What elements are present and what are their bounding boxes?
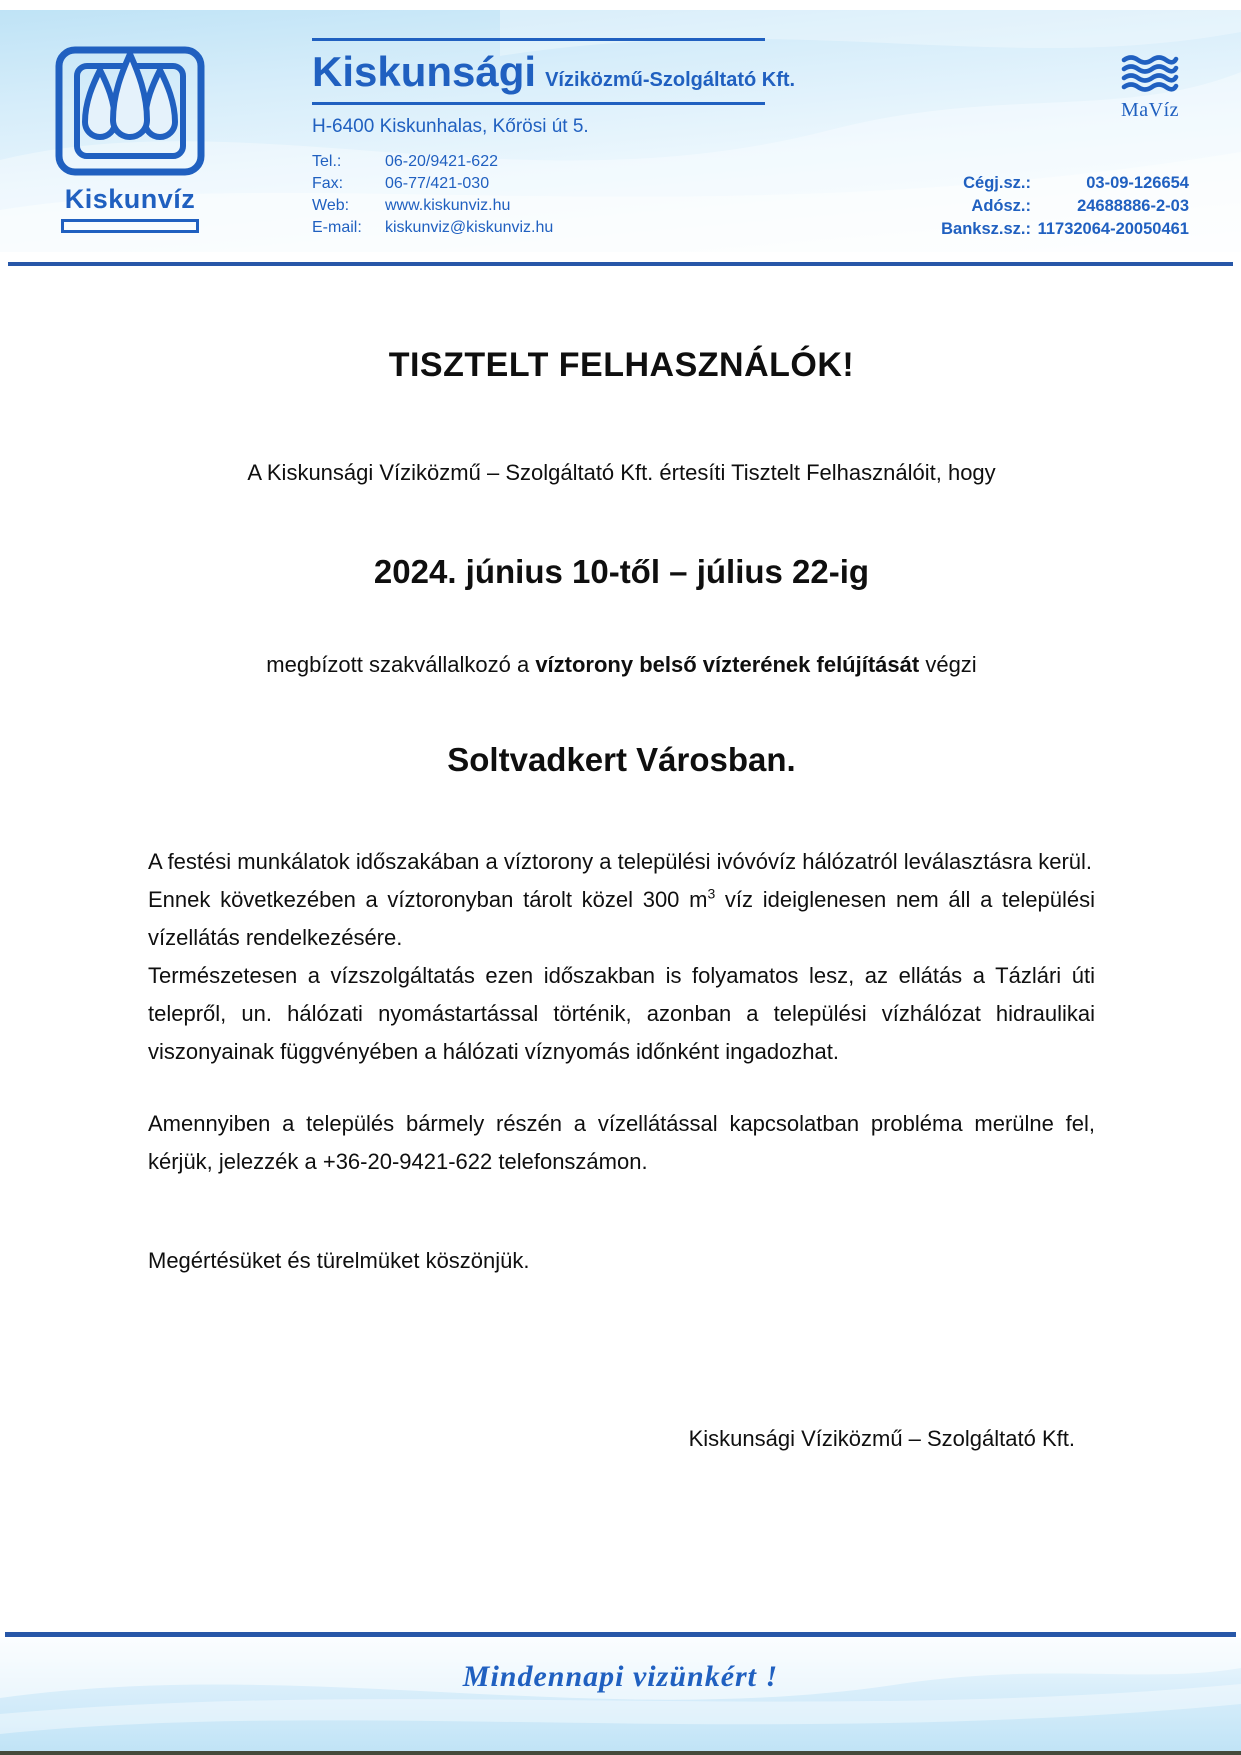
maviz-logo	[1116, 54, 1184, 122]
intro-line: A Kiskunsági Víziközmű – Szolgáltató Kft. értesíti Tisztelt Felhasználóit, hogy	[247, 460, 996, 485]
city-heading: Soltvadkert Városban.	[447, 741, 796, 778]
paragraph-water-volume-post: víz ideiglenesen nem áll a települési vízellátás rendelkezésére.	[148, 887, 1095, 950]
company-title-block	[312, 38, 796, 239]
registration-row-bank-number	[941, 218, 1189, 241]
maviz-logo-text: MaVíz	[1120, 99, 1180, 121]
registration-block	[941, 172, 1189, 241]
registration-label: Banksz.sz.:	[941, 220, 1031, 238]
kiskunviz-logo-text: Kiskunvíz	[64, 184, 196, 214]
title-rule-top	[312, 38, 765, 41]
company-name	[312, 48, 796, 96]
contact-value-fax: 06-77/421-030	[385, 175, 490, 192]
contact-label: E-mail:	[312, 219, 362, 236]
registration-label: Adósz.:	[971, 197, 1031, 215]
contact-label: Tel.:	[312, 153, 342, 170]
title-rule-bottom	[312, 102, 765, 105]
letter-title: TISZTELT FELHASZNÁLÓK!	[388, 346, 855, 384]
contact-row-fax	[312, 173, 772, 195]
footer-band	[0, 1638, 1241, 1755]
paragraph-painting-works: A festési munkálatok időszakában a víztorony a települési ivóvóvíz hálózatról leválasztásra kerül.	[148, 849, 1093, 874]
kiskunviz-logo	[55, 46, 205, 233]
water-drops-icon	[55, 46, 205, 176]
paragraph-thanks: Megértésüket és türelmüket köszönjük.	[148, 1248, 530, 1273]
paragraph-problem-report: Amennyiben a település bármely részén a vízellátással kapcsolatban probléma merülne fel, kérjük, jelezzék a +36-20-9421-622 telefonszámon.	[148, 1111, 1095, 1174]
registration-value: 24688886-2-03	[1077, 197, 1189, 215]
kiskunviz-logo-bar	[61, 219, 199, 233]
contractor-line-bold: víztorony belső vízterének felújítását	[535, 652, 920, 677]
paragraph-water-volume	[148, 881, 1095, 957]
contractor-line-post: végzi	[919, 652, 977, 677]
letter-body	[0, 266, 1241, 1458]
contractor-line	[148, 650, 1095, 680]
signature-line: Kiskunsági Víziközmű – Szolgáltató Kft.	[688, 1426, 1075, 1451]
footer	[0, 1632, 1241, 1755]
contact-value-website: www.kiskunviz.hu	[385, 197, 511, 214]
letterhead-band	[0, 10, 1241, 252]
registration-row-company-number	[941, 172, 1189, 195]
contact-row-tel	[312, 151, 772, 173]
company-name-suffix: Víziközmű-Szolgáltató Kft.	[545, 69, 796, 91]
contact-list	[312, 151, 772, 239]
contact-value-email: kiskunviz@kiskunviz.hu	[385, 219, 554, 236]
footer-wave-decoration	[0, 1638, 1241, 1755]
registration-row-tax-number	[941, 195, 1189, 218]
cubic-meter-superscript: 3	[707, 885, 716, 902]
company-address: H-6400 Kiskunhalas, Kőrösi út 5.	[312, 116, 589, 137]
paragraph-water-volume-pre: Ennek következében a víztoronyban tárolt közel 300 m	[148, 887, 708, 912]
maviz-waves-icon	[1119, 54, 1181, 96]
footer-divider-line	[5, 1632, 1236, 1637]
footer-slogan: Mindennapi vizünkért !	[462, 1660, 779, 1693]
contact-row-web	[312, 195, 772, 217]
contractor-line-pre: megbízott szakvállalkozó a	[266, 652, 536, 677]
registration-value: 03-09-126654	[1086, 174, 1189, 192]
registration-value: 11732064-20050461	[1037, 220, 1189, 238]
date-range-heading: 2024. június 10-től – július 22-ig	[373, 553, 870, 590]
page-bottom-edge	[0, 1751, 1241, 1755]
registration-label: Cégj.sz.:	[963, 174, 1031, 192]
contact-value-phone: 06-20/9421-622	[385, 153, 498, 170]
company-name-main: Kiskunsági	[312, 48, 537, 95]
contact-label: Web:	[312, 197, 350, 214]
contact-label: Fax:	[312, 175, 344, 192]
paragraph-service-continuity: Természetesen a vízszolgáltatás ezen időszakban is folyamatos lesz, az ellátás a Tázlári úti telepről, un. hálózati nyomástartással történik, azonban a települési vízhálózat hidraulikai viszonyainak függvényében a hálózati víznyomás időnként ingadozhat.	[148, 963, 1095, 1064]
contact-row-email	[312, 217, 772, 239]
letter-paragraphs	[148, 843, 1095, 1458]
